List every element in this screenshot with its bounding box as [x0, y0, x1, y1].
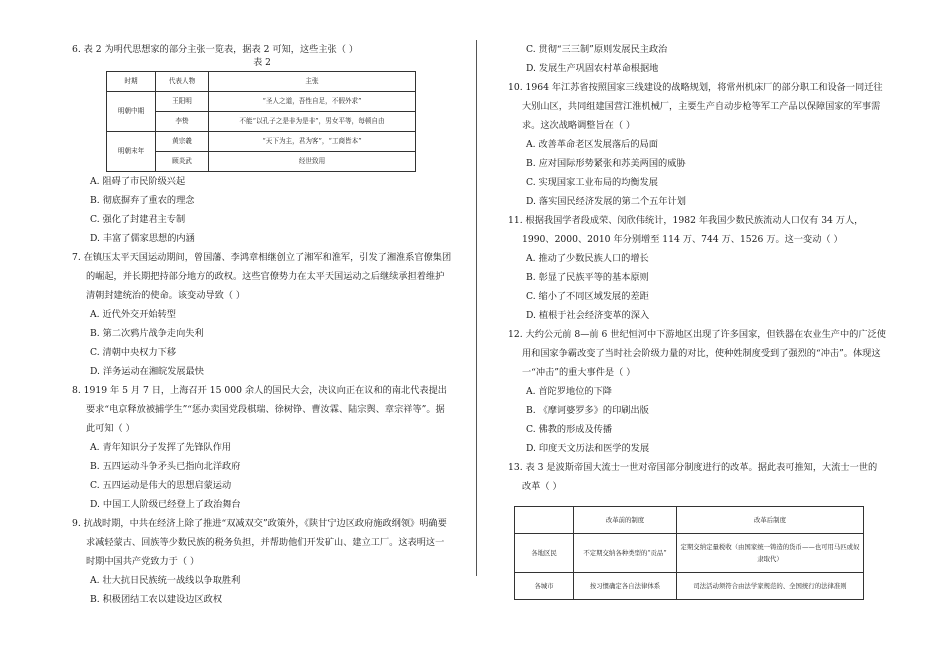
option-b[interactable]: B. 第二次鸦片战争走向失利: [90, 328, 204, 339]
option-a[interactable]: A. 青年知识分子发挥了先锋队作用: [90, 442, 232, 453]
question-stem: 11. 根据我国学者段成荣、闵欣伟统计，1982 年我国少数民族流动人口仅有 34 万人，1990、2000、2010 年分别增至 114 万、744 万、1526 万。这一变动（ ）: [508, 215, 864, 245]
option-c[interactable]: C. 强化了封建君主专制: [90, 214, 186, 225]
option-c[interactable]: C. 佛教的形成及传播: [526, 424, 613, 435]
table-cell: 按习惯确定各自法律体系: [574, 573, 677, 600]
option-b[interactable]: B. 彻底摒弃了重农的理念: [90, 195, 195, 206]
question-stem: 9. 抗战时期，中共在经济上除了推进“双减双交”政策外，《陕甘宁边区政府施政纲领》明确要求减轻蒙古、回族等少数民族的税务负担，并帮助他们开发矿山、建立工厂。这表明这一时期中国共产党致力于（ ）: [72, 518, 447, 567]
option-d[interactable]: D. 落实国民经济发展的第二个五年计划: [526, 196, 686, 207]
table-row: [515, 534, 864, 573]
option-a[interactable]: A. 首陀罗地位的下降: [526, 386, 612, 397]
question-11: [508, 211, 886, 325]
table-cell: 定期交纳定量税收（由国家统一铸造的货币——也可用马匹或奴隶取代）: [677, 534, 864, 573]
option-d[interactable]: D. 印度天文历法和医学的发展: [526, 443, 650, 454]
question-9: [72, 514, 452, 609]
option-c[interactable]: C. 清朝中央权力下移: [90, 347, 177, 358]
table-header: 代表人物: [156, 72, 209, 92]
option-b[interactable]: B. 积极团结工农以建设边区政权: [90, 594, 223, 605]
table-cell: 王阳明: [156, 92, 209, 112]
option-a[interactable]: A. 壮大抗日民族统一战线以争取胜利: [90, 575, 241, 586]
question-stem: 8. 1919 年 5 月 7 日，上海召开 15 000 余人的国民大会，决议向正在议和的南北代表提出要求“电京释放被捕学生”“惩办卖国党段棋瑞、徐树铮、曹汝霖、陆宗舆、章宗祥等”。据此可知（ ）: [72, 385, 447, 434]
question-13: [508, 458, 886, 600]
table-header-row: [515, 507, 864, 534]
option-a[interactable]: A. 近代外交开始转型: [90, 309, 176, 320]
table-cell: 明朝末年: [107, 132, 156, 172]
question-7: [72, 248, 452, 381]
option-d[interactable]: D. 丰富了儒家思想的内涵: [90, 233, 195, 244]
table-cell: 明朝中期: [107, 92, 156, 132]
table-cell: 不能“以孔子之是非为是非”，男女平等，每顿自由: [209, 112, 416, 132]
option-b[interactable]: B. 五四运动斗争矛头已指向北洋政府: [90, 461, 241, 472]
table-header: 时期: [107, 72, 156, 92]
table-cell: 各城市: [515, 573, 574, 600]
question-stem: 7. 在镇压太平天国运动期间，曾国藩、李鸿章相继创立了湘军和淮军，引发了湘淮系官僚集团的崛起，并长期把持部分地方的政权。这些官僚势力在太平天国运动之后继续承担着维护清朝封建统治的使命。该变动导致（ ）: [72, 252, 452, 301]
table-cell: 李贽: [156, 112, 209, 132]
right-column: [508, 40, 886, 600]
question-stem: 12. 大约公元前 8—前 6 世纪恒河中下游地区出现了许多国家，但铁器在农业生产中的广泛使用和国家争霸改变了当时社会阶级力量的对比，使种姓制度受到了强烈的“冲击”。体现这一“冲击”的重大事件是（ ）: [508, 329, 886, 378]
table-header: 改革后制度: [677, 507, 864, 534]
question-8: [72, 381, 452, 514]
question-10: [508, 78, 886, 211]
option-b[interactable]: B. 彰显了民族平等的基本原则: [526, 272, 649, 283]
option-c[interactable]: C. 五四运动是伟大的思想启蒙运动: [90, 480, 232, 491]
question-6: [72, 40, 452, 248]
table-row: [107, 92, 416, 112]
option-c[interactable]: C. 实现国家工业布局的均衡发展: [526, 177, 658, 188]
table-row: [515, 573, 864, 600]
option-a[interactable]: A. 改善革命老区发展落后的局面: [526, 139, 658, 150]
table-cell: 经世致用: [209, 152, 416, 172]
option-a[interactable]: A. 推动了少数民族人口的增长: [526, 253, 649, 264]
table-2: [106, 71, 416, 172]
question-12: [508, 325, 886, 458]
table-3: [514, 506, 864, 600]
table-cell: 顾炎武: [156, 152, 209, 172]
left-column: [72, 40, 452, 609]
option-b[interactable]: B. 《摩诃婆罗多》的印刷出版: [526, 405, 649, 416]
question-9-continued: [508, 40, 886, 78]
option-b[interactable]: B. 应对国际形势紧张和苏美两国的威胁: [526, 158, 686, 169]
table-cell: 不定期交纳各种类型的“贡品”: [574, 534, 677, 573]
option-c[interactable]: C. 贯彻“三三制”原则发展民主政治: [526, 44, 668, 55]
option-d[interactable]: D. 植根于社会经济变革的深入: [526, 310, 650, 321]
column-divider: [476, 40, 477, 576]
option-c[interactable]: C. 缩小了不同区域发展的差距: [526, 291, 649, 302]
table-header-row: [107, 72, 416, 92]
option-d[interactable]: D. 发展生产巩固农村革命根据地: [526, 63, 659, 74]
table-header: [515, 507, 574, 534]
table-header: 改革前的制度: [574, 507, 677, 534]
table-caption: 表 2: [253, 58, 271, 68]
question-stem: 6. 表 2 为明代思想家的部分主张一览表，据表 2 可知，这些主张（ ）: [72, 44, 359, 55]
table-cell: “圣人之道，吾性自足，不假外求”: [209, 92, 416, 112]
question-stem: 10. 1964 年江苏省按照国家三线建设的战略规划，将常州机床厂的部分职工和设备一同迁往大别山区，共同组建国营江淮机械厂，主要生产自动步枪等军工产品以保障国家的军事需求。这次战略调整旨在（ ）: [508, 82, 883, 131]
table-header: 主张: [209, 72, 416, 92]
option-a[interactable]: A. 阻碍了市民阶级兴起: [90, 176, 186, 187]
table-row: [107, 132, 416, 152]
question-stem: 13. 表 3 是波斯帝国大流士一世对帝国部分制度进行的改革。据此表可推知，大流士一世的改革（ ）: [508, 462, 878, 492]
option-d[interactable]: D. 中国工人阶级已经登上了政治舞台: [90, 499, 241, 510]
table-cell: “天下为主，君为客”，“工商皆本”: [209, 132, 416, 152]
table-cell: 司法活动须符合由法学家规范的、全国统行的法律准则: [677, 573, 864, 600]
table-cell: 各地区民: [515, 534, 574, 573]
table-cell: 黄宗羲: [156, 132, 209, 152]
option-d[interactable]: D. 洋务运动在湘皖发展最快: [90, 366, 204, 377]
